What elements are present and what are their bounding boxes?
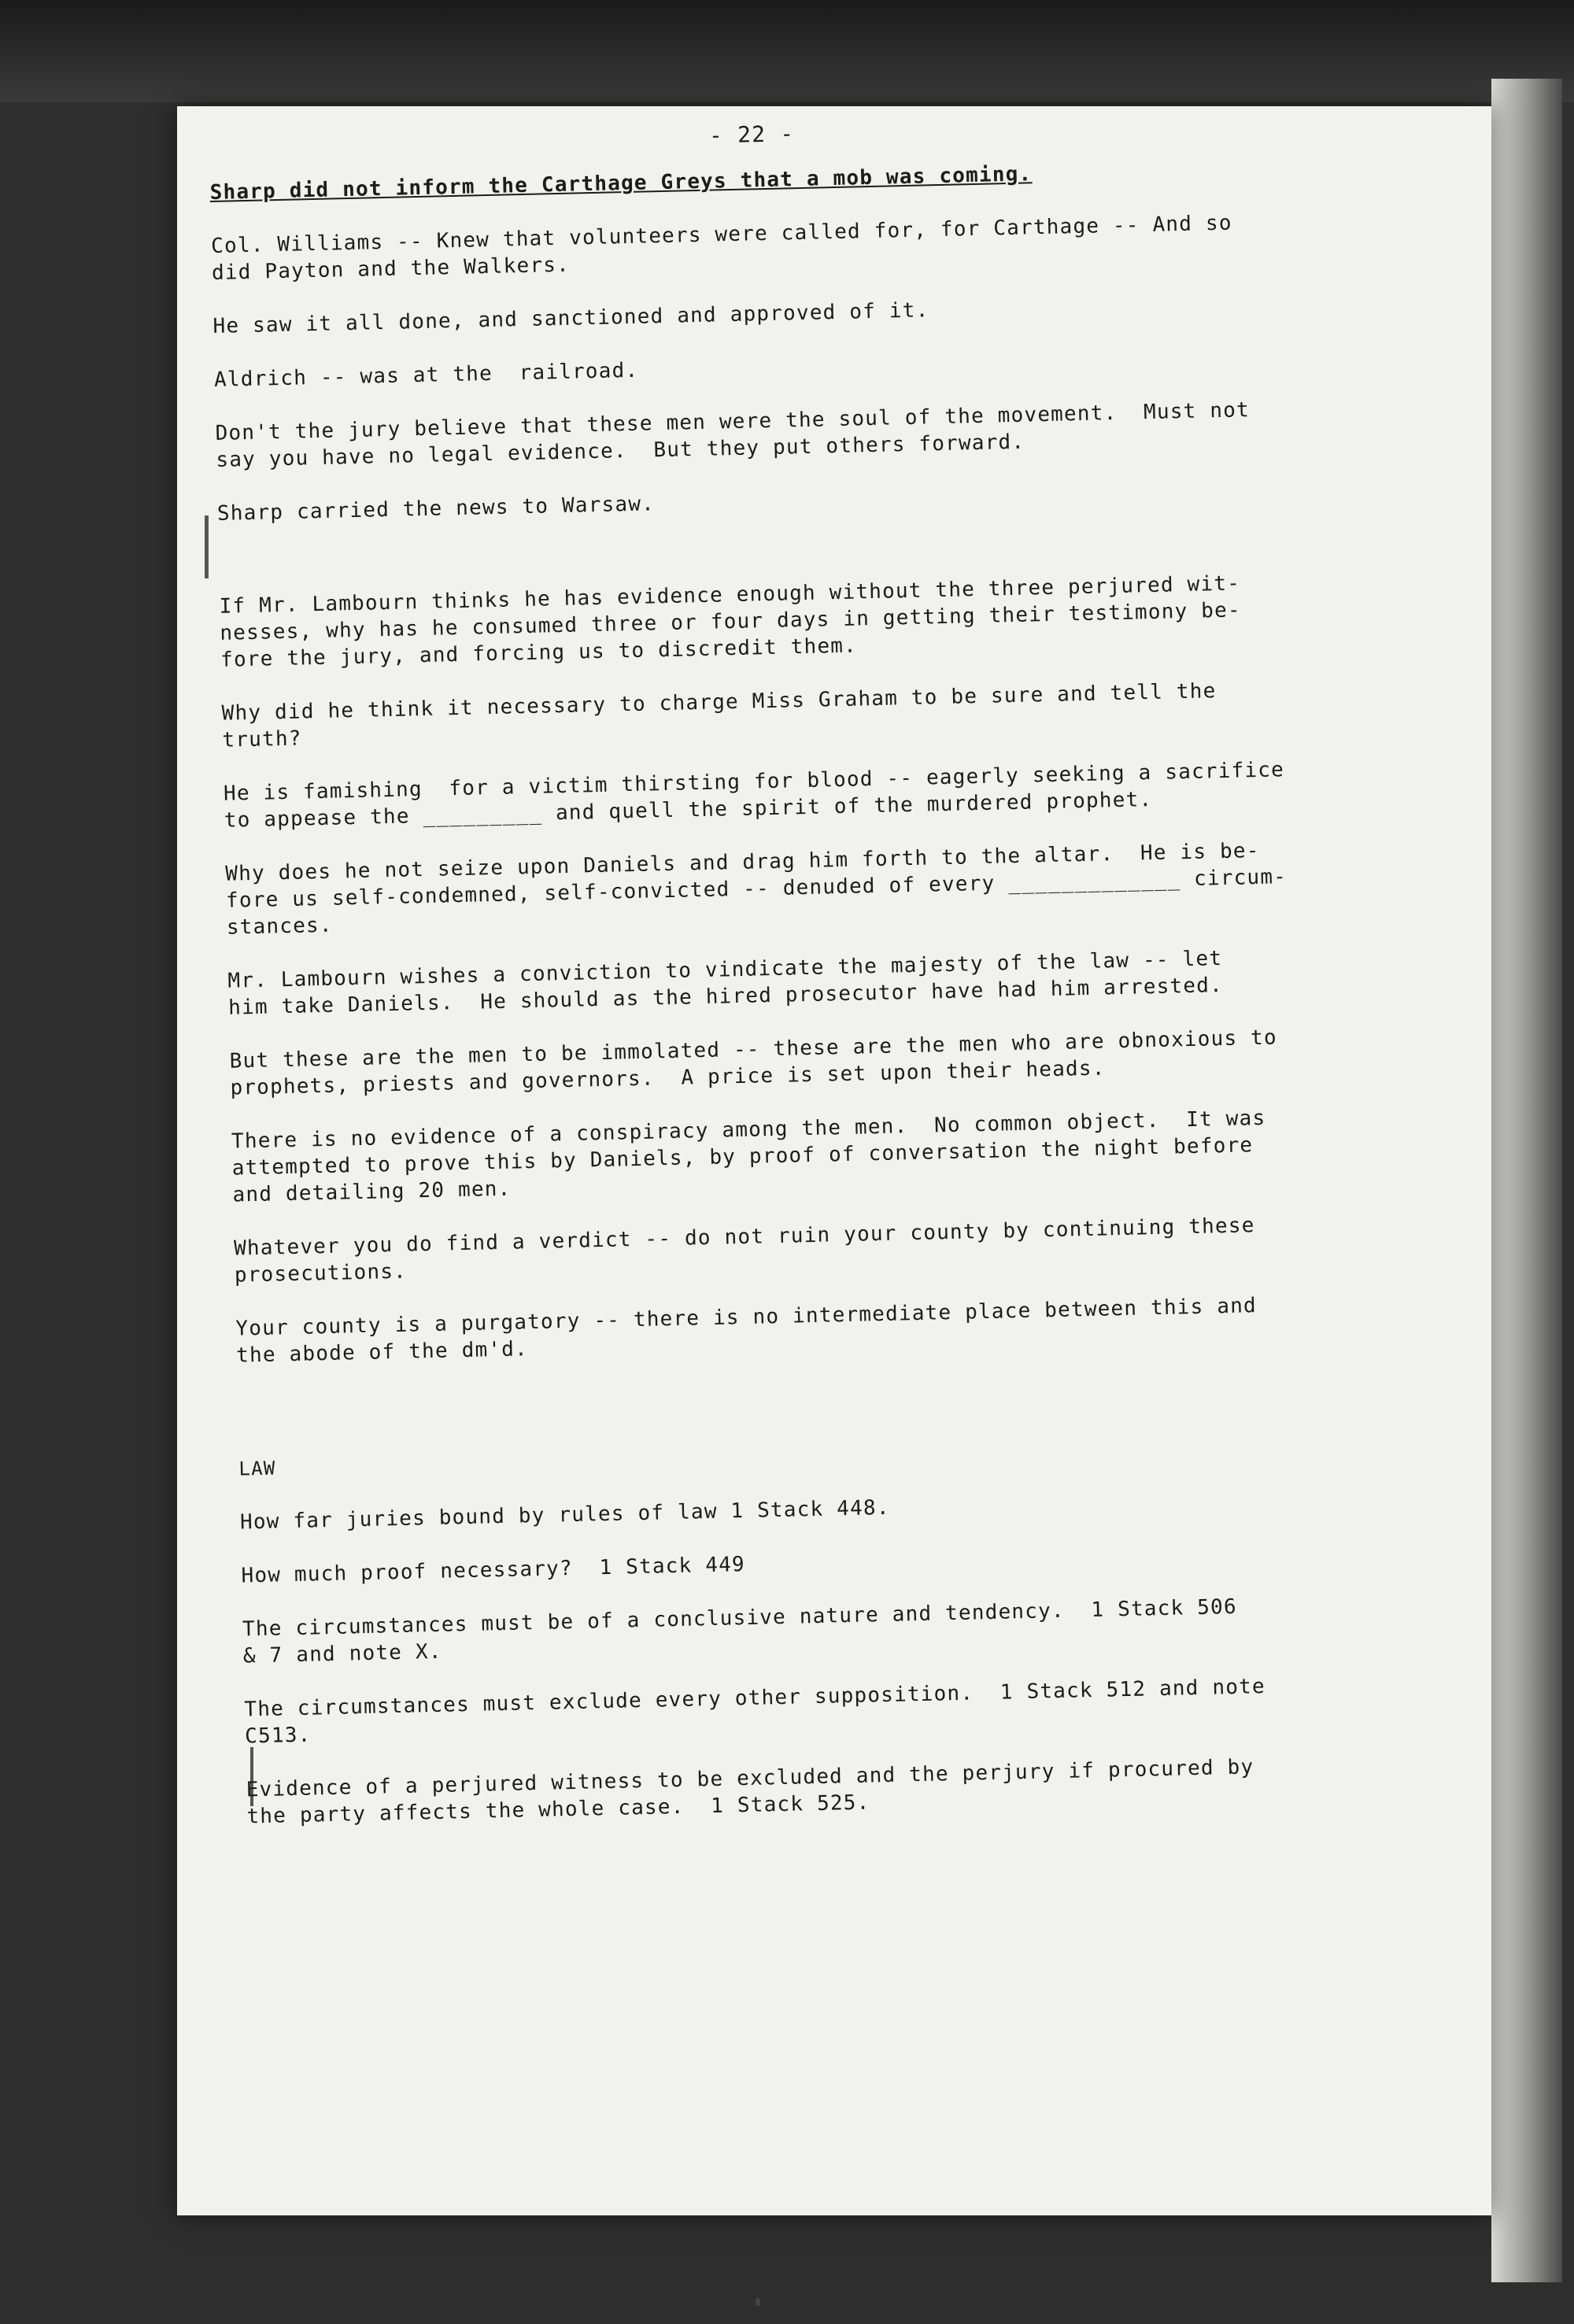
paragraph: Sharp carried the news to Warsaw. (216, 492, 656, 526)
document-body (209, 106, 1475, 1857)
law-section-title: LAW (238, 1457, 276, 1480)
scan-border (0, 0, 1574, 102)
page-edge-shadow (1491, 79, 1562, 2282)
law-item: The circumstances must exclude every other supposition. 1 Stack 512 and note C513. (244, 1675, 1266, 1749)
paragraph: Don't the jury believe that these men were the soul of the movement. Must not say you have no legal evidence. But they put others forward. (215, 398, 1251, 472)
paragraph: Aldrich -- was at the railroad. (213, 358, 639, 392)
page-number: - 22 - (708, 120, 795, 149)
paragraph: Why did he think it necessary to charge Miss Graham to be sure and tell the truth? (221, 679, 1217, 752)
paragraph: There is no evidence of a conspiracy among the men. No common object. It was attempted to prove this by Daniels, by proof of conversation the night before and detailing 20 men. (231, 1106, 1266, 1207)
paragraph: Why does he not seize upon Daniels and drag him forth to the altar. He is be- fore us self-condemned, self-convicted -- denuded of every _____________ circum- stances. (225, 838, 1288, 940)
paragraph: Whatever you do find a verdict -- do not ruin your county by continuing these prosecutions. (233, 1214, 1255, 1288)
law-item: The circumstances must be of a conclusive nature and tendency. 1 Stack 506 & 7 and note X. (242, 1594, 1238, 1668)
law-item: Evidence of a perjured witness to be excluded and the perjury if procured by the party affects the whole case. 1 Stack 525. (246, 1755, 1254, 1829)
paragraph: Mr. Lambourn wishes a conviction to vindicate the majesty of the law -- let him take Daniels. He should as the hired prosecutor have had him arrested. (227, 947, 1224, 1020)
law-item: How far juries bound by rules of law 1 Stack 448. (239, 1495, 890, 1535)
paragraph: But these are the men to be immolated -- these are the men who are obnoxious to prophets, priests and governors. A price is set upon their heads. (229, 1025, 1278, 1100)
paragraph: He saw it all done, and sanctioned and approved of it. (212, 298, 929, 338)
margin-mark-upper (205, 515, 209, 578)
paragraph: He is famishing for a victim thirsting for blood -- eagerly seeking a sacrifice to appease the _________ and quell the spirit of the murdered prophet. (223, 758, 1285, 833)
law-item: How much proof necessary? 1 Stack 449 (241, 1553, 746, 1588)
paragraph: If Mr. Lambourn thinks he has evidence enough without the three perjured wit- nesses, why has he consumed three or four days in getting their testimony be- fore the jury, and forcing us to discredit them. (219, 571, 1242, 672)
scan-speck (756, 2298, 760, 2306)
heading: Sharp did not inform the Carthage Greys that a mob was coming. (209, 162, 1033, 205)
paragraph: Col. Williams -- Knew that volunteers were called for, for Carthage -- And so did Payton and the Walkers. (210, 211, 1232, 285)
paragraph: Your county is a purgatory -- there is no intermediate place between this and the abode of the dm'd. (235, 1294, 1258, 1368)
